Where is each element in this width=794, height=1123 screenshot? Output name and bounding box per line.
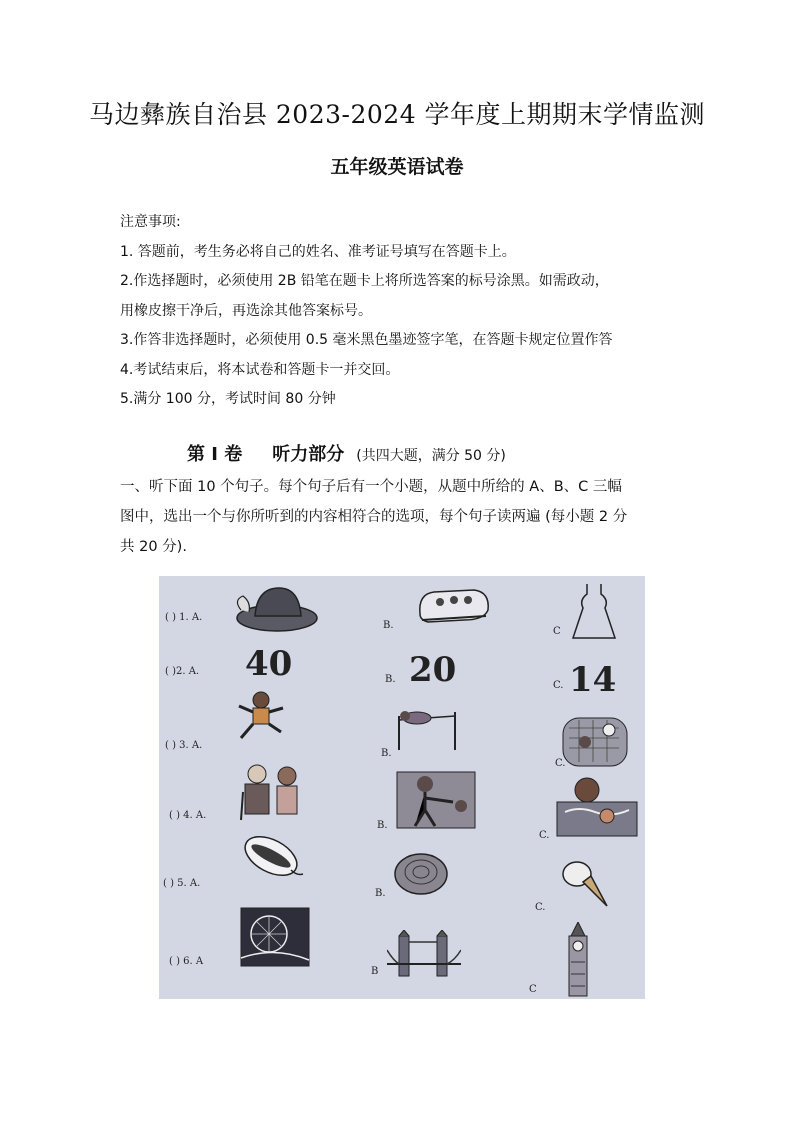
- notice-item: 1. 答题前，考生务必将自己的姓名、准考证号填写在答题卡上。: [120, 243, 516, 260]
- running-child-icon: [233, 688, 289, 744]
- question-label: ( ) 5. A.: [163, 878, 201, 889]
- option-c-label: C.: [539, 830, 550, 841]
- number-b: 20: [409, 650, 457, 690]
- number-a: 40: [245, 644, 293, 684]
- volume-label: 第 I 卷: [187, 444, 243, 465]
- option-c-label: C.: [555, 758, 566, 769]
- option-c-label: C: [529, 984, 537, 995]
- section-note: (共四大题，满分 50 分): [356, 448, 506, 464]
- listening-picture-panel: [159, 576, 645, 999]
- helping-child-icon: [395, 766, 477, 830]
- question-label: ( ) 3. A.: [165, 740, 203, 751]
- exam-title: 马边彝族自治县 2023-2024 学年度上期期末学情监测: [88, 100, 706, 129]
- hat-icon: [231, 580, 319, 638]
- question-label: ( ) 1. A.: [165, 612, 203, 623]
- question-label: ( ) 4. A.: [169, 810, 207, 821]
- high-jump-icon: [393, 706, 463, 752]
- ferris-wheel-icon: [239, 906, 311, 968]
- instruction-line: 共 20 分).: [120, 539, 187, 555]
- volleyball-icon: [559, 712, 631, 770]
- option-b-label: B.: [381, 748, 392, 759]
- notice-item: 用橡皮擦干净后，再选涂其他答案标号。: [120, 302, 372, 319]
- section-heading: [187, 440, 506, 466]
- tower-bridge-icon: [387, 930, 461, 984]
- option-c-label: C.: [535, 902, 546, 913]
- notice-item: 5.满分 100 分，考试时间 80 分钟: [120, 391, 336, 407]
- notice-heading: 注意事项:: [120, 214, 181, 230]
- mooncake-icon: [391, 848, 451, 898]
- hotdog-icon: [239, 832, 309, 882]
- notice-item: 2.作选择题时，必须使用 2B 铅笔在题卡上将所选答案的标号涂黑。如需政动，: [120, 273, 609, 289]
- instruction-line: 图中，选出一个与你所听到的内容相符合的选项，每个句子读两遍 (每小题 2 分: [120, 509, 628, 525]
- dress-icon: [569, 582, 619, 642]
- number-c: 14: [569, 660, 617, 700]
- question-label: ( )2. A.: [165, 666, 200, 677]
- grandparents-icon: [237, 762, 307, 822]
- section-name: 听力部分: [272, 444, 345, 465]
- exam-subtitle: 五年级英语试卷: [330, 156, 464, 178]
- sandals-icon: [414, 580, 494, 628]
- option-b-label: B: [371, 966, 379, 977]
- option-b-label: B.: [385, 674, 396, 685]
- option-c-label: C.: [553, 680, 564, 691]
- ice-cream-icon: [557, 856, 613, 912]
- option-c-label: C: [553, 626, 561, 637]
- question-label: ( ) 6. A: [169, 956, 204, 967]
- big-ben-icon: [563, 922, 593, 998]
- option-b-label: B.: [377, 820, 388, 831]
- instruction-line: 一、听下面 10 个句子。每个句子后有一个小题，从题中所给的 A、B、C 三幅: [120, 479, 622, 495]
- notice-item: 4.考试结束后，将本试卷和答题卡一并交回。: [120, 361, 400, 378]
- option-b-label: B.: [375, 888, 386, 899]
- option-b-label: B.: [383, 620, 394, 631]
- notice-block: [120, 208, 680, 415]
- notice-item: 3.作答非选择题时，必须使用 0.5 毫米黑色墨迹签字笔，在答题卡规定位置作答: [120, 332, 613, 348]
- swimming-icon: [555, 772, 639, 838]
- question-instructions: [120, 472, 680, 562]
